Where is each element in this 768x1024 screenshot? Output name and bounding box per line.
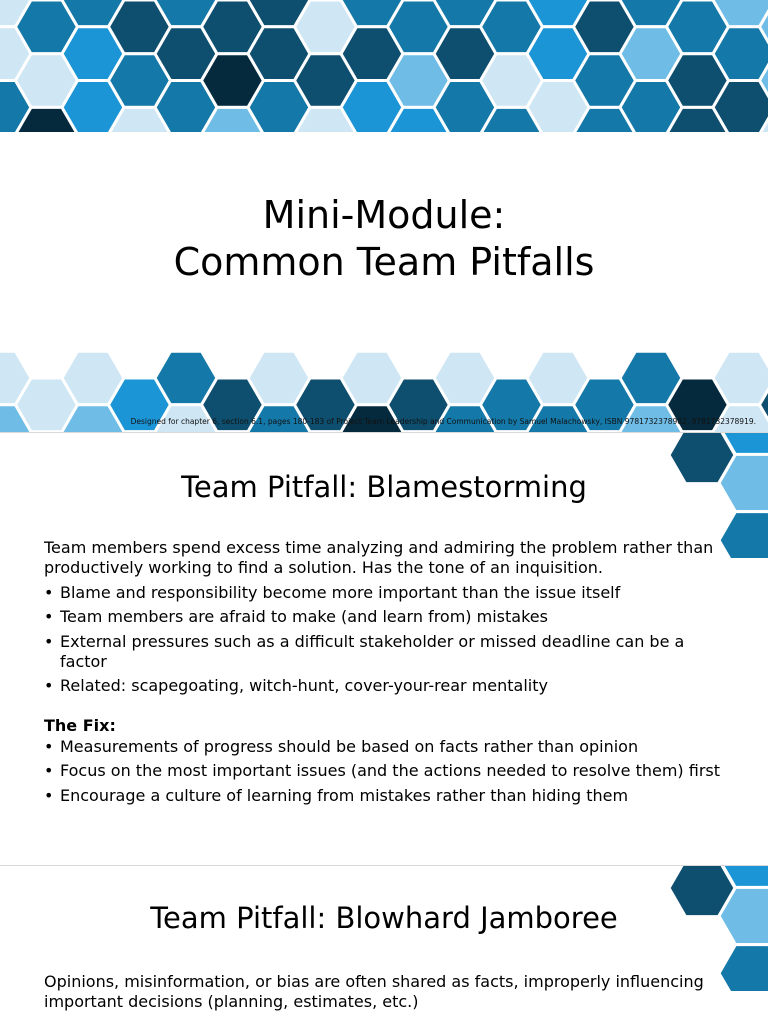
intro-paragraph: Team members spend excess time analyzing and admiring the problem rather than productively working to find a solution. Has the tone of an inquisition. [44, 538, 714, 577]
bullet-item: • External pressures such as a difficult stakeholder or missed deadline can be a factor [44, 632, 734, 672]
hexagon-pattern-top [0, 0, 768, 132]
slide-body [44, 538, 734, 806]
slide-title [0, 192, 768, 286]
slide-title: Team Pitfall: Blowhard Jamboree [150, 901, 618, 935]
fix-bullet-item: • Focus on the most important issues (and the actions needed to resolve them) first [44, 761, 734, 781]
slide-title: Team Pitfall: Blamestorming [181, 470, 587, 504]
title-line-2: Common Team Pitfalls [173, 240, 595, 284]
content-slide-blamestorming [0, 433, 768, 865]
title-line-1: Mini-Module: [262, 193, 506, 237]
bullet-item: • Team members are afraid to make (and learn from) mistakes [44, 607, 734, 627]
intro-paragraph: Opinions, misinformation, or bias are often shared as facts, improperly influencing important decisions (planning, estimates, etc.) [44, 972, 704, 1011]
fix-bullet-list [44, 737, 734, 806]
pitfall-bullet-list [44, 583, 734, 697]
content-slide-blowhard-jamboree [0, 866, 768, 1024]
bullet-item: • Related: scapegoating, witch-hunt, cover-your-rear mentality [44, 676, 734, 696]
fix-bullet-item: • Encourage a culture of learning from mistakes rather than hiding them [44, 786, 734, 806]
source-footnote: Designed for chapter 6, section 6.1, pages 180-183 of Project Team Leadership and Communication by Samuel Malachowsky, ISBN 9781732378902, 9781732378919. [130, 417, 756, 426]
bullet-item: • Blame and responsibility become more important than the issue itself [44, 583, 734, 603]
slide-body [44, 972, 734, 1012]
fix-heading: The Fix: [44, 716, 116, 735]
title-slide [0, 0, 768, 432]
fix-bullet-item: • Measurements of progress should be based on facts rather than opinion [44, 737, 734, 757]
